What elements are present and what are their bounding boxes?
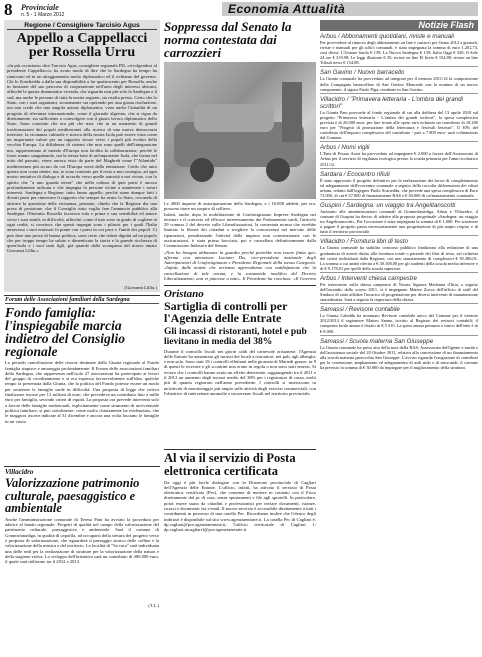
left-column [4, 20, 160, 656]
flash-brief [320, 168, 478, 198]
brief-title: Samassi / Revisore contabile [320, 306, 400, 314]
article-kicker: Oristano [164, 287, 204, 300]
article-quote: «Non ha bisogno abbassare la guardia perché potrebbe non essere finita qui» afferma con attenzione Luciano Dis, vice-presidente nazionale degli Autoriparatori di Confartigianato e Presidente Regionale della stessa Categoria. «Infatti, dalle notizie che arrivano apprendiamo con soddisfazione che la cancellazione di tale norma, e la sostanziale modifica del Decreto Liberalizzazioni, non vi piacesse a tutti». Il Presidente ha concluso: «Il Governo [164, 249, 316, 282]
section-title: Economia Attualità [222, 2, 478, 16]
right-column [320, 20, 478, 656]
car-repair-photo [164, 62, 316, 199]
masthead [4, 2, 478, 19]
flash-brief [320, 303, 478, 333]
flash-brief [320, 66, 478, 91]
article-body: Anche l'amministrazione comunale di Teresa Pani ha avviato la procedura per aderire al bando regionale. Progetti di qualità nel campo della valorizzazione del patrimonio culturale, paesaggistico e ambientale. Sarà il comune di Gonnosfanadiga, in qualità di capofila, ad occuparsi della stesura del progetto verso e proposta di valorizzazione, che riguarderà il paesaggio storico delle colline e la valorizzazione della musica e del territorio. La località di "Sa cora" sarà individuata una delle sedi per la realizzazione di strutture per la valorizzazione della natura e della stagione estiva. Lo sviluppo dell'iniziativa sarà un contributo di 400.000 euro, il quale sarà utilizzato tra il 2012 e 2013. [5, 516, 159, 565]
issue-date: n. 5 - 1 Marzo 2012 [21, 12, 65, 18]
article-headline: Valorizzazione patrimonio culturale, paesaggistico e ambientale [5, 476, 140, 516]
middle-column [164, 20, 316, 656]
brief-text: Anzitutto alle amministrazioni comunali di Gonnosfanadiga, Arbus e Villacidro, il comune di Guspini ha deciso di aderire alla proposta progettuale «Sardegna: un viaggio tra Angelitanscotti». Per l'occasione è stata impegnata la somma di € 1.000. Per sostenere a pagare il progetto passa necessariamente una progettazione di più ampio respiro e di tutto il territorio provinciale. [320, 208, 478, 235]
brief-title: Guspini / Sardegna: un viaggio tra Angelitanscotti [320, 201, 456, 209]
brief-title: Arbus / Interventi chiesa campestre [320, 274, 417, 282]
article-photo [164, 62, 316, 199]
article-body: Da oggi è più facile dialogare con la Direzione provinciale di Cagliari dell'Agenzia delle Entrate. L'ufficio, infatti, ha attivato il servizio di Posta elettronica certificata (Pec), che consente di mettere in contatto con il Fisco direttamente dal pc di casa, senza spostamenti e file agli sportelli. In particolare, potrà essere usata da cittadini e professionisti per inviare documenti, istanze, ricorsi e documenti via e-mail. Il nuovo servizio è accessibile direttamente a tutti i contribuenti in possesso di una casella Pec. Ricordiamo inoltre che l'elenco degli indirizzi è disponibile sul sito www.agenziaentrate.it. La casella Pec di Cagliari è: dp.cagliari@pce.agenziaentrate.it, l'ufficio territoriale di Cagliari 1: dp.cagliari.utcagliari1@pce.agenziaentrate.it [164, 479, 316, 533]
brief-title: Villacidro / Fornitura libri di testo [320, 238, 408, 246]
photo-caption: Le 4000 imprese di autoriparazione della Sardegna, e i 10.000 addetti, per ora, possono tirare un sospiro di sollievo. [164, 201, 316, 212]
brief-title: Arbus / Nomi vigili [320, 144, 370, 152]
brief-text: La Giunta comunale ha preso atto della nota della RAS, Assessorato dell'igiene e sanità e dell'assistenza sociale del 20 Ottobre 2011, relativa alla concessione di un finanziamento alla scuola materna parrocchia San Giuseppe. L'avviso riguarda l'erogazione di contributi per la costruzione, ampliamento ed adeguamento di asili nido e di micronidi; il comune ha previsto la somma di € 30.000 da impiegare per il miglioramento della struttura. [320, 344, 478, 371]
article-signature: (T.L.) [148, 602, 159, 608]
flash-brief [320, 141, 478, 166]
article-carrozzieri [164, 20, 316, 282]
article-urru [4, 20, 160, 292]
newspaper-logo: Provinciale [21, 3, 59, 12]
page-number: 8 [4, 0, 13, 19]
flash-brief [320, 335, 478, 370]
article-headline: Al via il servizio di Posta elettronica certificata [164, 450, 296, 478]
flash-title: Notizie Flash [320, 20, 478, 31]
brief-text: È stato approvato il progetto definitivo per la realizzazione dei lavori di completamento ed adeguamento dell'ecocentro comunale a seguito della raccolta differenziata dei rifiuti urbani, redatto dall'ingegner Paolo Scarteddu, che prevede una spesa complessiva di Euro 72.000, di cui € 57.800 di finanziamento RAS e € 30.000 di cofinanziamento comunale. [320, 177, 478, 198]
brief-text: La Giunta comunale ha provveduto ad integrare per il triennio 2011/14 la composizione della Compagnia barracellare di San Gavino Monreale con la nomina di un nuovo componente, il signor Paolo Piga, residente in San Gavino. [320, 76, 478, 92]
brief-title: San Gavino / Nuovo barracello [320, 69, 405, 77]
brief-text: La Giunta comunale ha stabilito concorso pubblico finalizzato alla redazione di una graduatoria di aventi diritto alla fornitura totale o parziale dei libri di testo, sul richiesta dei criteri individuati dalla Regione, con uno stanziamento di complessivi € 39.286,01. La somma a cui andrà riferita a € 30.108,00 per gli studenti della scuola media inferiore e di € 9.178,01 per quelli della scuola superiore. [320, 245, 478, 271]
article-headline: Appello a Cappellacci per Rossella Urru [16, 31, 148, 60]
brief-text: La Giunta Pani provvede al fondo regionale di cui alla delibera del 13 aprile 2010 sul progetto "Primavera letteraria - L'ombra dei grandi scrittori", la spesa complessiva prevista è di 26.000 euro: per fare fronte alle spese sarà richiesto un contributo di 18.200 euro per "Progetti di promozione della letteratura e festivali letterari". Il 30% del contributo dell'importo complessivo del contributo - pari a 7.800 euro- sarà cofinanziato dal Comune. [320, 109, 478, 141]
flash-brief [320, 93, 478, 141]
brief-title: Villacidro / "Primavera letteraria - L'ombra dei grandi scrittori" [320, 95, 463, 110]
article-body: «In più occasioni» dice Tarcisio Agus, consigliere regionale PD, «rivolgendosi al presidente Cappellacci» ha avuto modo di dire che la Sardegna ha tempo ha rinnovato ed in un atteggiamento molto diplomatico ed il richiamo del governo. Chi le Zoncheddu a dalla sua disponibilità a far quattrocento per Rossella, anche in funzione del suo percorso di cooperazione nell'area degli interessi africani, affinché la questa drammatica vicenda, che riguarda non più solo la Sardegna e il sud, ma anche le persone di tutta la nostra regione, sia risolta presto. Certo che lo Stato, con i suoi organismi, sicuramente sta operando per una giusta risoluzione, ma non credo che una singola azione diplomatica, vista anche l'attualità di un progetto di rilevanza internazionale, come il giornale algerino, che si rigua da direttamente, sia sufficiente a coinvolgere con il giusto lavoro diplomatico dello Stato. Sono convinto che ora più che mai, che in un momento di grandi trasformazioni dei popoli mediterranei alla ricerca di una nuova democrazia interiore, la vicinanza culturale e storica della nostra Isola può essere vista come un importante valore per un rapporto sicuro verso i popoli più evoluti della vecchia Europa. La diffidenza di sistemi che non sono quelli dell'integrazione ma, rappresentano al mondo d'Europa non facilita la collaborazione, perché le forze stanno sanguinando, ma la stessa base di un'importante Isola, che forma nel mito del passato, viene ancora vista da parte del Maghreb come l'"Atlantide" mediterraneo più sicuro da cui l'Europa vorrà della tentazione. Credo che tutto questo non conta niente, ma, io sono convinto per il resto a mio sostegno, ad ogni nostro tentativo di dialogo e di accordo verso quelle autorità a noi vicine, con lo spirito che "a uno guarda terrae" che nella cultura di quei paesi è ancora profondamente radicata e che impegna la persone vicine a mantenere i nostri interessi. Sardegna e Regione, tutto fanno appello, perché siano dunque fatti i dovuti passi per rinnovare il rapporto che sempre ha avuto lo Stato, cercando di attivare la questione della vicinanza, pertanto, chiedo che la Regione dia una presa di posizione, che il Consiglio tutto voglia fare l'annuncio pubblico alla Sardegna. Oltretutto Rossella lavorava sola e prima e sua sensibilità ed amore verso i suoi simili, in difficoltà, affinché, come il mio sono in grado di cogliere in ogni realtà, si convinca che questi impegni sono i pilastri per i quali l'Italia attraverso i suoi emissari fa ponte con i paesi in cui pace e l'unità dei popoli. Ci può dare una prova di buona politica, sono certo che ridarà dignità ad un popolo che per troppo tempo ha subito e dimenticato la storia e la grande ricchezza di quest'isola e i suoi tanti figli, già quando dalla scomparsa del nostro amato Giovanni Lilliu.» [7, 63, 157, 254]
article-signature: (Giovanni Lilliu.) [124, 285, 157, 290]
article-headline: Soppressa dal Senato la norma contestata dai carrozzieri [164, 20, 292, 60]
flash-briefs [320, 33, 478, 370]
brief-text: Per intervenire sulla chiesa campestre di Nostra Signora Madonna d'Itria, a seguito dell'incendio dello scorso 2011, si è impegnato Matteo Zucca dell'ufficio di staff del Sindaco di stato affidare l'incarico di progettazione per diversi interventi di manutenzione straordinaria. Sarà a seguito la riapertura della chiesa. [320, 281, 478, 303]
article-kicker: Villacidro [5, 468, 34, 477]
flash-brief [320, 272, 478, 302]
article-body: Durante il controllo fiscali nei giorni caldi del carnevale oristanese, l'Agenzia delle Entrate ha aumentato gli incassi dei locali a ristoratori, nei pub, agli alberghi, e non solo. Sono stati 18 i controlli effettuati nella giornata di Martedì grasso: in 9 di questi le ricevute e gli scontrini non erano in regola o non sono stati emessi. Si evince che i controlli hanno avuto un effetto deterrente, raggiungendo tra il 2011 e il 2012 un aumento degli incassi medio del 38% per i registratori di cassa, molti più di quanto registrato nell'anno precedente. I controlli si inseriscono in un'attività di monitoraggio più ampia sulle attività degli esercizi commerciali, con l'obiettivo di intercettare anomalie e incoerenze fiscali nel territorio provinciale. [164, 348, 316, 396]
article-body: La periodo cancellazione delle risorse destinate dalla Giunta regionale al Fondo famiglia stupisce e amareggia profondamente. Il Forum delle associazioni familiari della Sardegna, che rappresenta nell'isola 27 associazioni ha partecipato ai lavori del gruppo di coordinamento e si era espressa favorevolmente sull'idea, qualche tempo fa presentata dalla Giunta, che la politica del Fondo potesse essere un modo per sostenere le famiglie sarde in difficoltà. Una proposta di legge che voleva finalizzare risorse per 12 milioni di euro, che prevedeva un contributo fino a mille euro per famiglia, secondo criteri di equità. La proposta ora prevede interventi solo a favore delle famiglie tradizionali, esplicitamente come strumento di un'eventuale politica familiare, si può sottolineare, come molto chiaramente ha evidenziato, che le maggiori risorse indicate al 31 dicembre e ancora una volta lasciano le famiglie in un vuoto. [5, 360, 159, 424]
article-sartiglia [164, 286, 316, 446]
article-kicker: Regione / Consigliere Tarcisio Agus [7, 22, 157, 30]
brief-title: Arbus / Abbonamenti quotidiani, riviste e manuali [320, 33, 454, 40]
brief-text: L'Ente di Pesaro Arzot ha provveduto ad impegnare € 2.000 a favore dell'Assessorato di Arbus per il servizio di vigilanza ecologica presso la scuola primaria per l'anno scolastico 2011/12. [320, 151, 478, 167]
brief-title: Sardara / Ecocentro rifiuti [320, 170, 390, 178]
article-headline: Fondo famiglia: l'inspiegabile marcia indietro del Consiglio regionale [5, 305, 126, 360]
article-headline: Sartiglia di controlli per l'Agenzia delle Entrate [164, 298, 288, 326]
article-villacidro [4, 467, 160, 609]
brief-title: Samassi / Scuola materna San Giuseppe [320, 337, 434, 345]
article-fondo-famiglia [4, 296, 160, 464]
flash-brief [320, 33, 478, 65]
article-pec [164, 450, 316, 580]
article-kicker: Forum delle Associazioni familiari della Sardegna [5, 297, 159, 304]
article-body: Infatti, anche dopo la mobilitazione di Confartigianato Imprese Sardegna nei territori e il concreto ed efficace interessamento dei Parlamentari sardi, l'articolo 29 comma 2 del decreto sulle Liberalizzazioni, la contestata norma che avrebbe limitato la libertà dei cittadini a scegliere la concorrenza nel mercato delle riparazioni, penalizzando l'attività delle imprese non convenzionate con le assicurazioni, è stata prima bocciata, poi e cancellata definitivamente dalla Commissione Industria del Senato. [164, 211, 316, 249]
brief-text: La Giunta Cabiddu ha nominato Revisore contabile unico del Comune per il triennio 2012/2014 il ragioniere Matteo Sanna, iscritto al Registro dei revisori contabili; il compenso lordo annuo è fissato in € 5.310. La spesa annua presunta a carico dell'ente è in € 8.000. [320, 313, 478, 334]
article-subhead: Gli incassi di ristoranti, hotel e pub lievitano in media del 38% [164, 326, 307, 347]
brief-text: Per provvedere al rinnovo degli abbonamenti on line e cartacei per l'anno 2012 a giornali, riviste e manuali per gli uffici comunali, è stata impegnata la somma di euro 1.202,74, così divisi: L'Unione Sarda € 139; La Nuova Sardegna € 139; Italia Oggi € 320; Il Sole 24 ore € 319,98; Le leggi illustrate € 35; riviste on line El Invio € 154,88; riviste on line Tributi news € 154,88. [320, 40, 478, 66]
flash-brief [320, 199, 478, 234]
flash-brief [320, 235, 478, 270]
